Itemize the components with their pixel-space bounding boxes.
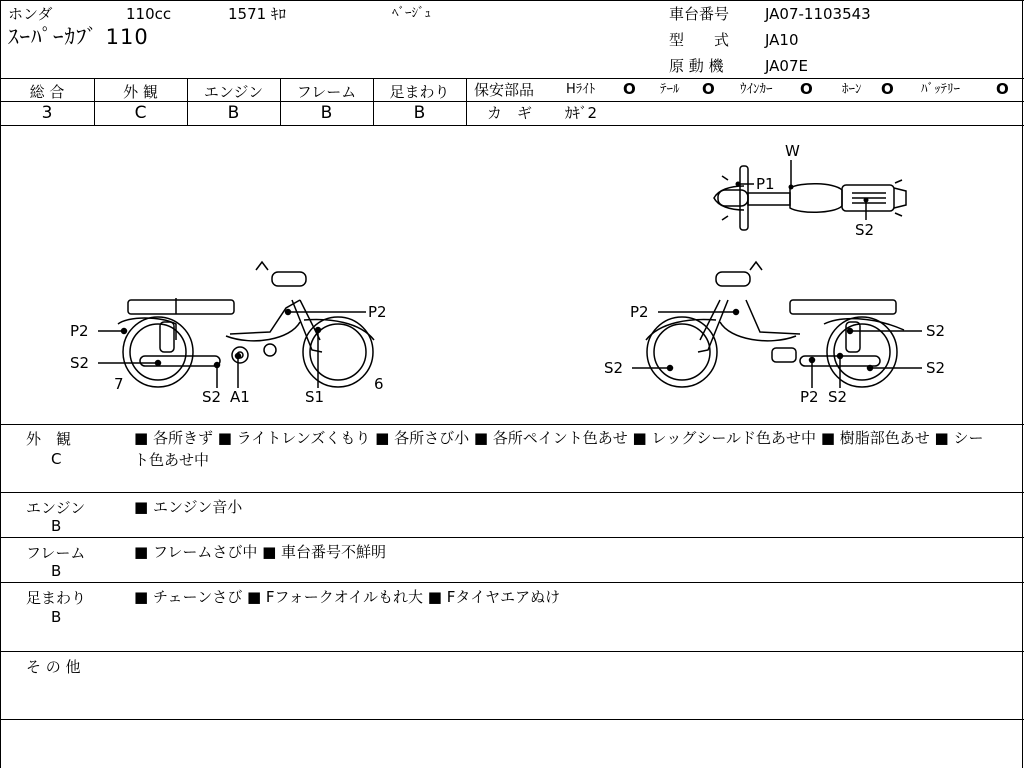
safety-item-tail: ﾃｰﾙ: [660, 82, 680, 97]
section-grade-frame: B: [51, 562, 62, 580]
diagram-label-left-p2: P2: [70, 322, 89, 340]
scooter-right-view-icon: [646, 262, 904, 387]
grade-label-overall: 総 合: [29, 83, 65, 101]
divider-section-2: [0, 537, 1024, 538]
section-label-exterior: 外 観: [26, 430, 72, 448]
section-label-other: そ の 他: [26, 658, 81, 676]
diagram-label-right-p2-bottom: P2: [800, 388, 819, 406]
safety-mark-headlight: O: [623, 80, 636, 98]
border-top: [0, 0, 1024, 1]
type-value: JA10: [765, 31, 799, 49]
diagram-label-left-7: 7: [114, 375, 124, 393]
mileage: 1571 ｷﾛ: [228, 5, 286, 23]
safety-item-winker: ｳｲﾝｶｰ: [740, 82, 773, 97]
color: ﾍﾞｰｼﾞｭ: [392, 6, 431, 21]
diagram-label-left-6: 6: [374, 375, 384, 393]
model-name: ｽｰﾊﾟｰｶﾌﾞ 110: [8, 25, 149, 49]
scooter-left-view-icon: [118, 262, 374, 387]
diagram-label-top-s2: S2: [855, 221, 875, 239]
grade-label-engine: エンジン: [203, 83, 264, 101]
frame-no: JA07-1103543: [765, 5, 871, 23]
section-grade-exterior: C: [51, 450, 62, 468]
grade-label-exterior: 外 観: [123, 83, 158, 101]
safety-label: 保安部品: [474, 81, 535, 99]
key-value: ｶｷﾞ2: [565, 104, 598, 122]
grade-value-engine: B: [227, 103, 240, 123]
grade-value-frame: B: [320, 103, 333, 123]
frame-no-label: 車台番号: [669, 5, 730, 23]
section-notes-exterior: ■ 各所きず ■ ライトレンズくもり ■ 各所さび小 ■ 各所ペイント色あせ ■ レッグシールド色あせ中 ■ 樹脂部色あせ ■ シート色あせ中: [134, 429, 984, 469]
safety-mark-winker: O: [800, 80, 813, 98]
scooter-top-view-icon: [714, 166, 906, 230]
section-grade-engine: B: [51, 517, 62, 535]
safety-mark-tail: O: [702, 80, 715, 98]
diagram-label-p1: P1: [756, 175, 775, 193]
safety-item-battery: ﾊﾞｯﾃﾘｰ: [921, 82, 960, 97]
grade-label-frame: フレーム: [296, 83, 357, 101]
displacement: 110cc: [126, 5, 172, 23]
diagram-label-right-s2-rear: S2: [926, 359, 946, 377]
diagram-label-w: W: [785, 142, 800, 160]
diagram-label-right-s2-front: S2: [604, 359, 624, 377]
diagram-label-right-s2-upper: S2: [926, 322, 946, 340]
grade-label-suspension: 足まわり: [389, 83, 450, 101]
safety-item-horn: ﾎｰﾝ: [842, 82, 862, 97]
divider-safety-mid: [466, 101, 1024, 102]
diagram-label-left-s2-bottom: S2: [202, 388, 222, 406]
section-label-frame: フレーム: [26, 544, 86, 562]
engine-label: 原 動 機: [669, 57, 724, 75]
divider-section-5: [0, 719, 1024, 720]
divider-header: [0, 78, 1024, 79]
engine-value: JA07E: [765, 57, 808, 75]
section-notes-frame: ■ フレームさび中 ■ 車台番号不鮮明: [134, 543, 387, 561]
maker: ホンダ: [8, 5, 53, 23]
divider-section-3: [0, 582, 1024, 583]
diagram-label-left-a1: A1: [230, 388, 250, 406]
divider-section-4: [0, 651, 1024, 652]
diagram-label-right-s2-bottom: S2: [828, 388, 848, 406]
section-notes-suspension: ■ チェーンさび ■ Fフォークオイルもれ大 ■ Fタイヤエアぬけ: [134, 588, 561, 606]
section-grade-suspension: B: [51, 608, 62, 626]
safety-mark-battery: O: [996, 80, 1009, 98]
grade-value-overall: 3: [41, 103, 53, 123]
diagram-label-right-p2: P2: [630, 303, 649, 321]
damage-diagram: [0, 125, 1024, 425]
grade-divider-5: [466, 78, 467, 125]
grade-value-exterior: C: [134, 103, 147, 123]
section-notes-engine: ■ エンジン音小: [134, 498, 243, 516]
divider-section-1: [0, 492, 1024, 493]
section-label-suspension: 足まわり: [26, 589, 87, 607]
safety-item-headlight: Hﾗｲﾄ: [566, 82, 596, 97]
safety-mark-horn: O: [881, 80, 894, 98]
diagram-label-left-s1: S1: [305, 388, 325, 406]
left-view-leader-lines: [98, 310, 366, 389]
section-label-engine: エンジン: [26, 499, 86, 517]
type-label: 型 式: [669, 31, 730, 49]
diagram-label-left-s2: S2: [70, 354, 90, 372]
diagram-label-left-p2-front: P2: [368, 303, 387, 321]
grade-value-suspension: B: [413, 103, 426, 123]
key-label: カ ギ: [487, 104, 533, 122]
